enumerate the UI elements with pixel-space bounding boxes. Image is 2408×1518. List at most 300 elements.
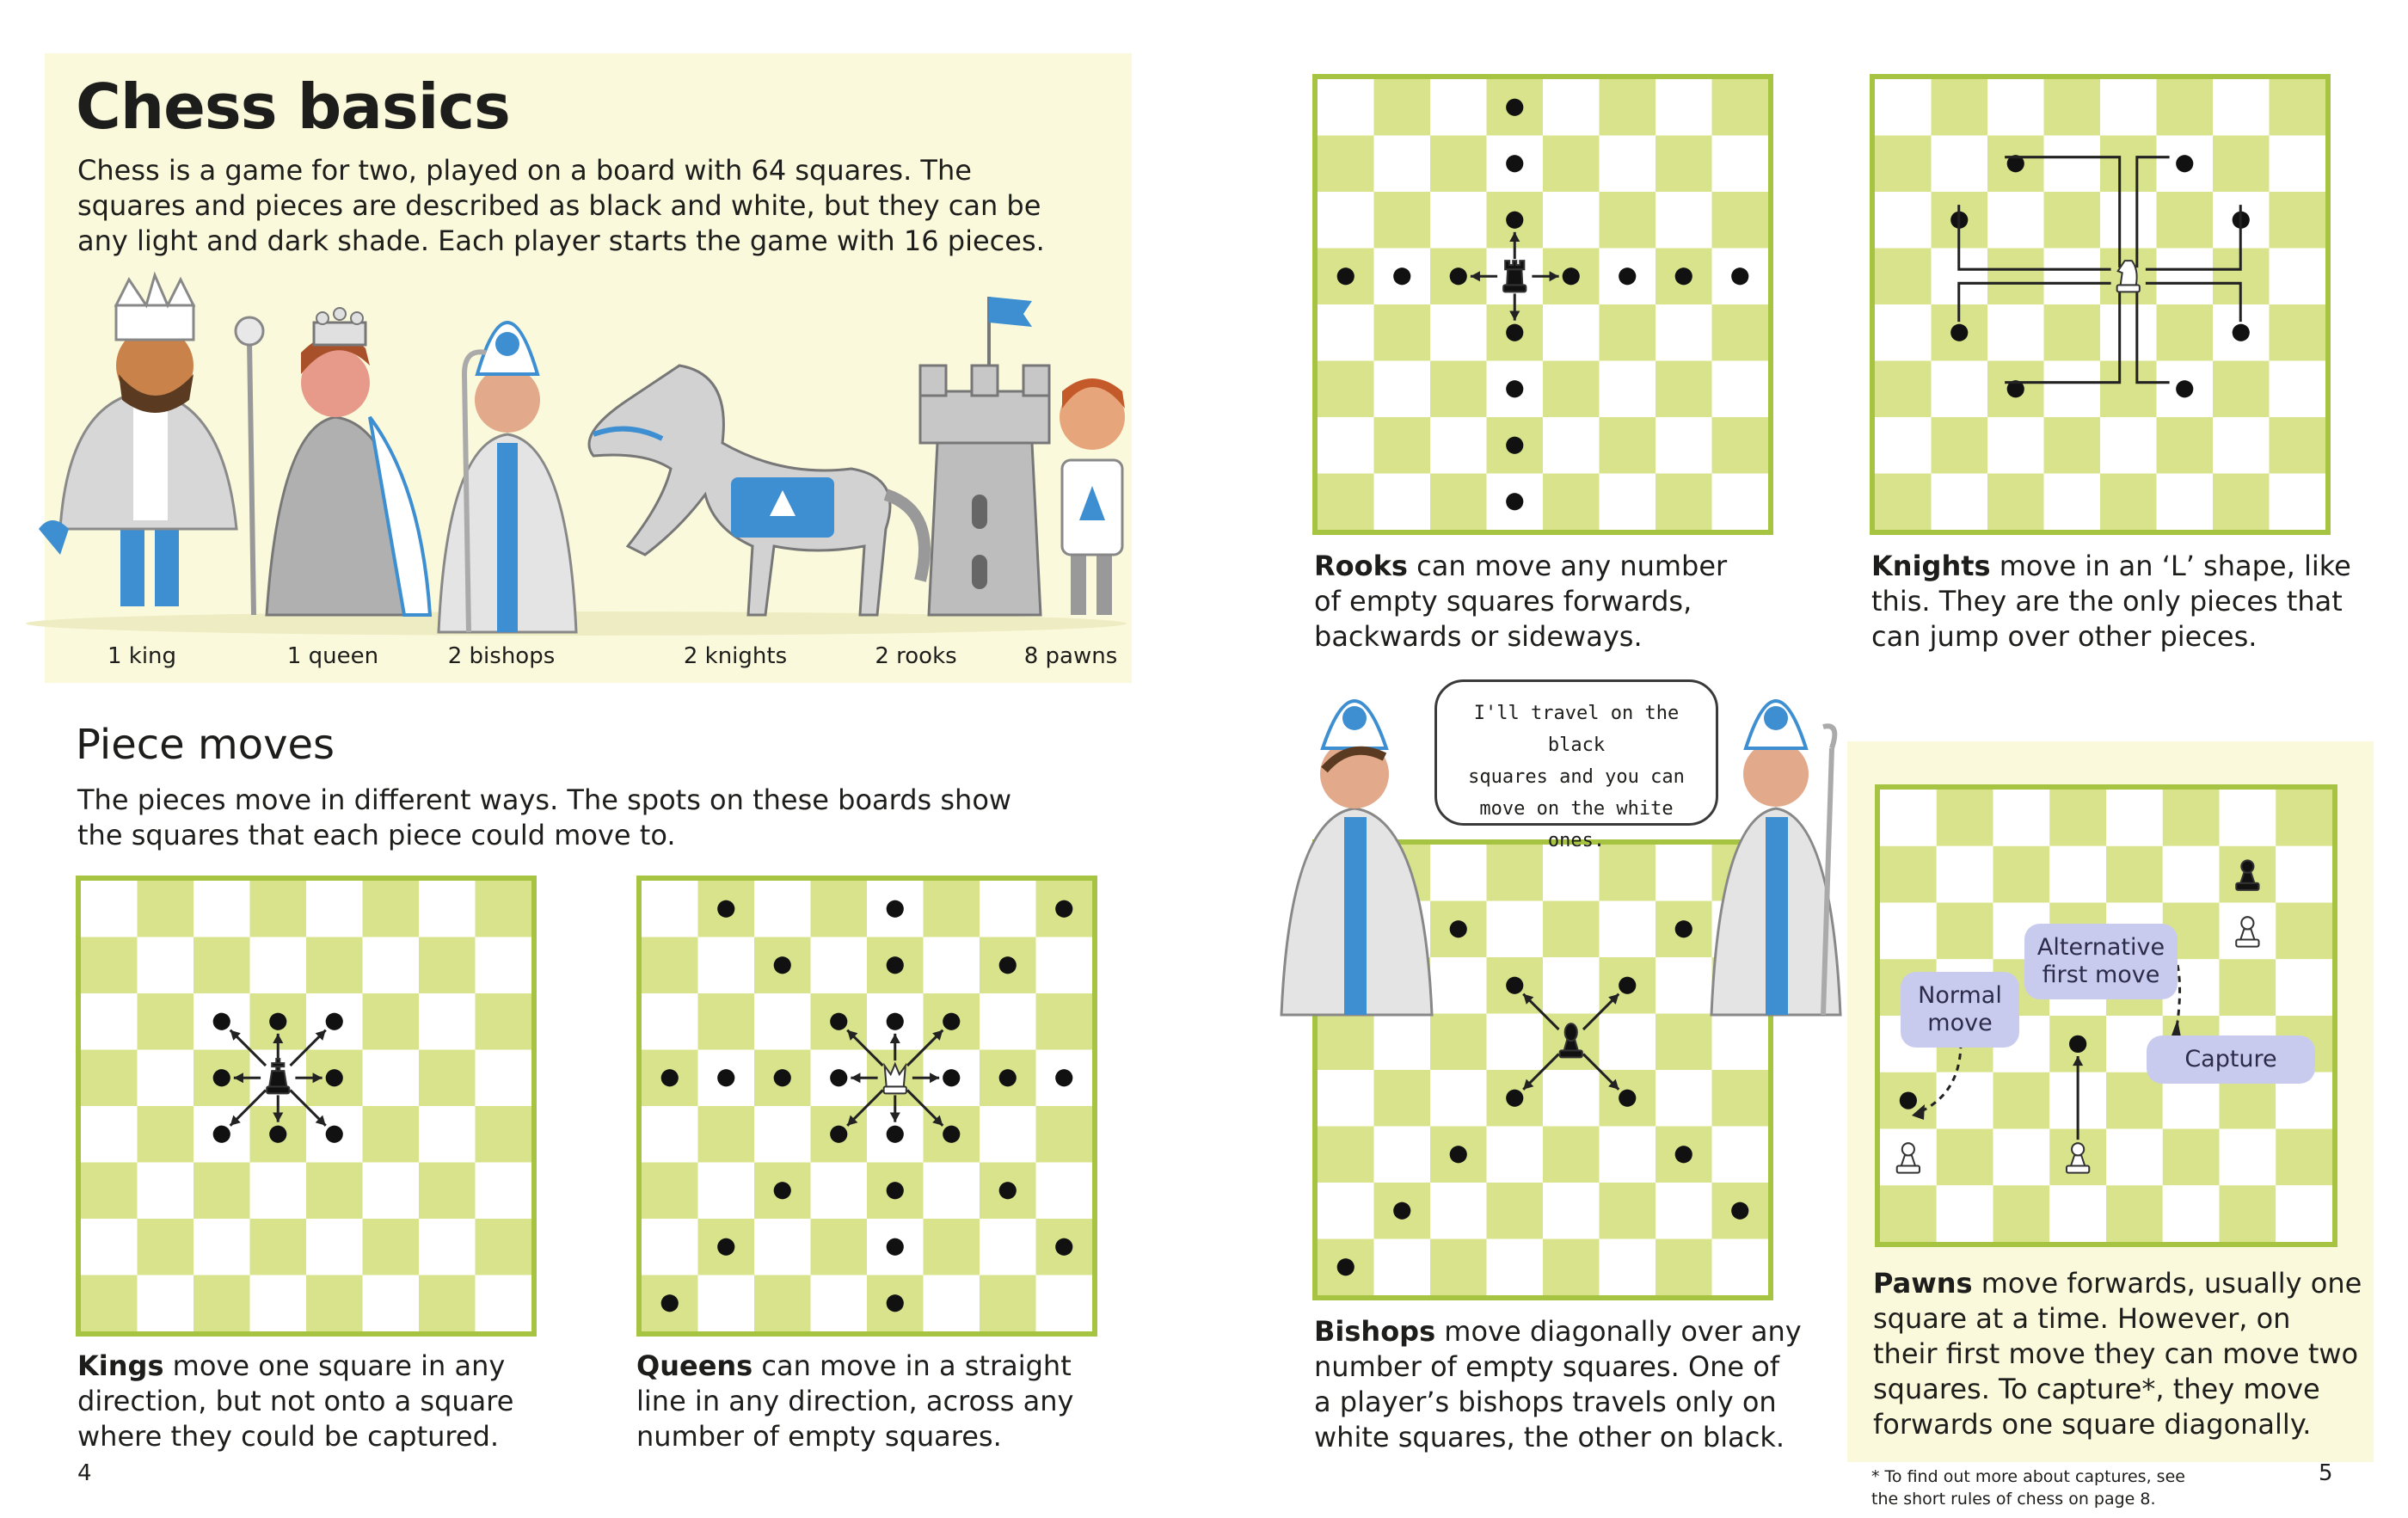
board-square [2044,192,2101,249]
speech-line: I'll travel on the black [1473,703,1680,756]
move-spot [774,1182,791,1199]
caption-text: number of empty squares. [636,1420,1002,1453]
board-square [419,1050,476,1107]
board-square [698,1163,755,1220]
board-square [1875,249,1932,305]
caption-text: where they could be captured. [77,1420,500,1453]
board-square [81,937,138,994]
caption-bold-word: Kings [77,1349,164,1382]
board-square [363,1275,420,1332]
board-square [250,1163,307,1220]
move-spot [2176,155,2193,172]
piece-count-label: 8 pawns [1023,643,1118,669]
board-square [2270,192,2326,249]
board-square [1932,79,1988,136]
board-square [1712,474,1769,531]
board-square [250,1219,307,1275]
board-square [2100,361,2157,418]
board-square [2044,417,2101,474]
footnote-line: * To find out more about captures, see [1871,1467,2185,1486]
rook-piece-icon [1503,261,1526,292]
knight-moves-board [1870,74,2331,535]
board-square [1487,1183,1544,1239]
move-spot [1619,1090,1636,1107]
board-square [2100,136,2157,193]
board-square [476,881,532,937]
board-square [194,937,250,994]
intro-text [77,153,1109,259]
move-spot [830,1069,847,1086]
caption-text: forwards one square diagonally. [1873,1408,2312,1441]
caption-text: squares. To capture*, they move [1873,1373,2320,1405]
board-square [754,993,811,1050]
board-square [2270,361,2326,418]
caption-bold-word: Queens [636,1349,753,1382]
caption-text: backwards or sideways. [1314,620,1643,653]
move-spot [661,1294,679,1312]
board-square [1430,304,1487,361]
move-spot [213,1069,230,1086]
board-square [419,1163,476,1220]
board-square [1430,136,1487,193]
piece-count-label: 2 bishops [447,643,556,669]
bishop-speech-bubble [1434,679,1718,851]
page-title: Chess basics [76,71,510,143]
board-square [419,1275,476,1332]
board-square [754,1275,811,1332]
move-spot [1337,267,1354,285]
rook-caption [1314,549,1830,655]
board-square [1987,79,2044,136]
board-square [698,993,755,1050]
board-square [363,993,420,1050]
board-square [1430,1070,1487,1127]
board-square [1543,1127,1600,1183]
rook-icon [920,297,1049,615]
move-spot [887,956,904,974]
move-spot [1337,1258,1354,1275]
intro-line: any light and dark shade. Each player starts the game with 16 pieces. [77,224,1045,257]
move-spot [1506,437,1523,454]
caption-text: a player’s bishops travels only on [1314,1386,1777,1418]
move-spot [1950,324,1968,341]
tag-line: Alternative [2036,934,2165,961]
board-square [81,1163,138,1220]
board-square [1374,79,1431,136]
tag-line: move [1927,1010,1993,1036]
move-spot [999,956,1017,974]
move-spot [943,1126,960,1143]
board-square [2270,304,2326,361]
board-square [1600,1127,1656,1183]
board-square [642,1163,698,1220]
board-square [2044,79,2101,136]
board-square [2044,474,2101,531]
board-square [811,1275,868,1332]
caption-bold-word: Rooks [1314,550,1408,582]
board-square [2044,136,2101,193]
move-spot [326,1069,343,1086]
board-square [138,993,194,1050]
alternative-first-move-tag [2024,924,2178,999]
board-square [2100,79,2157,136]
board-square [476,1050,532,1107]
board-square [980,1275,1036,1332]
section-intro [77,783,1109,853]
board-square [1600,474,1656,531]
speech-line: squares and you can [1468,766,1685,788]
section-intro-line: The pieces move in different ways. The spots on these boards show [77,784,1012,816]
caption-text: number of empty squares. One of [1314,1350,1780,1383]
board-square [2100,417,2157,474]
board-square [1430,1183,1487,1239]
move-spot [1506,1090,1523,1107]
board-square [1656,79,1712,136]
caption-text: of empty squares forwards, [1314,585,1692,618]
board-square [754,1106,811,1163]
board-square [1430,79,1487,136]
move-spot [943,1069,960,1086]
board-square [419,1106,476,1163]
board-square [1036,937,1093,994]
board-square [194,881,250,937]
move-spot [1731,267,1748,285]
board-square [1656,361,1712,418]
queen-piece-icon [884,1064,906,1093]
board-square [1318,361,1374,418]
board-square [1875,192,1932,249]
board-square [811,1219,868,1275]
board-square [138,1163,194,1220]
capture-tag [2147,1036,2315,1084]
board-square [1987,474,2044,531]
board-square [363,937,420,994]
caption-text: white squares, the other on black. [1314,1421,1785,1453]
queen-moves-board [636,876,1097,1337]
piece-count-label: 2 knights [683,643,788,669]
footnote [1871,1466,2319,1510]
chessboard [1875,79,2325,530]
board-square [1600,79,1656,136]
board-square [2100,192,2157,249]
move-spot [943,1013,960,1030]
board-square [1987,417,2044,474]
board-square [81,1050,138,1107]
move-spot [2233,324,2250,341]
board-square [363,1163,420,1220]
board-square [2213,79,2270,136]
board-square [1932,474,1988,531]
board-square [2044,361,2101,418]
board-square [2270,474,2326,531]
section-intro-line: the squares that each piece could move to. [77,819,676,851]
board-square [642,993,698,1050]
board-square [2270,79,2326,136]
board-square [1712,136,1769,193]
board-square [1875,474,1932,531]
board-square [306,881,363,937]
board-square [81,993,138,1050]
board-square [1487,1239,1544,1296]
board-square [2270,417,2326,474]
piece-count-label: 2 rooks [875,643,957,669]
board-square [980,1106,1036,1163]
board-square [811,937,868,994]
board-square [1543,361,1600,418]
move-spot [213,1013,230,1030]
board-square [1712,1239,1769,1296]
move-spot [2176,380,2193,397]
speech-line: move on the white ones. [1479,798,1674,851]
caption-text: square at a time. However, on [1873,1302,2291,1335]
board-square [1656,1239,1712,1296]
board-square [980,1219,1036,1275]
move-spot [1506,155,1523,172]
king-caption [77,1349,559,1454]
queen-icon [267,308,430,615]
board-square [306,937,363,994]
caption-text: can move in a straight [752,1349,1072,1382]
board-square [1374,474,1431,531]
board-square [2157,474,2214,531]
board-square [138,1275,194,1332]
move-spot [830,1013,847,1030]
board-square [1374,136,1431,193]
board-square [924,881,980,937]
board-square [476,1219,532,1275]
caption-text: move in an ‘L’ shape, like [1990,550,2351,582]
normal-move-tag [1901,972,2019,1048]
move-spot [1393,267,1410,285]
board-square [1318,79,1374,136]
board-square [1600,136,1656,193]
bishop-caption [1314,1314,1864,1455]
board-square [476,1275,532,1332]
move-spot [1506,493,1523,510]
board-square [1600,1239,1656,1296]
move-spot [1731,1202,1748,1220]
move-spot [661,1069,679,1086]
caption-bold-word: Pawns [1873,1267,1973,1300]
board-square [2213,136,2270,193]
pawn-icon [1060,378,1125,615]
board-square [138,1050,194,1107]
knight-icon [589,366,924,615]
board-square [1430,1239,1487,1296]
board-square [1875,79,1932,136]
board-square [419,1219,476,1275]
board-square [2044,304,2101,361]
piece-count-label: 1 king [107,643,177,669]
board-square [1036,993,1093,1050]
board-square [754,881,811,937]
page-number-right: 5 [2319,1460,2333,1486]
move-spot [1619,267,1636,285]
board-square [754,1219,811,1275]
board-square [1543,304,1600,361]
rook-moves-board [1312,74,1773,535]
board-square [1318,1127,1374,1183]
board-square [698,937,755,994]
king-moves-board [76,876,537,1337]
board-square [1600,417,1656,474]
board-square [81,1106,138,1163]
left-bishop-icon [1281,701,1432,1015]
board-square [811,881,868,937]
caption-text: move forwards, usually one [1972,1267,2362,1300]
chessboard [1318,79,1768,530]
caption-text: move one square in any [163,1349,506,1382]
board-square [194,1275,250,1332]
board-square [1318,192,1374,249]
board-square [363,881,420,937]
page-number-left: 4 [77,1460,92,1486]
caption-bold-word: Knights [1871,550,1991,582]
move-spot [1506,99,1523,116]
board-square [1656,474,1712,531]
board-square [2100,304,2157,361]
board-square [642,1106,698,1163]
move-spot [1450,267,1467,285]
move-spot [1506,380,1523,397]
knight-caption [1871,549,2387,655]
board-square [250,881,307,937]
board-square [1543,136,1600,193]
board-square [1374,361,1431,418]
board-square [194,1219,250,1275]
king-icon [39,275,263,615]
board-square [1318,136,1374,193]
board-square [138,1219,194,1275]
board-square [1430,361,1487,418]
move-spot [213,1126,230,1143]
bishop-icon [439,323,576,632]
move-spot [1506,212,1523,229]
board-square [1374,1070,1431,1127]
footnote-line: the short rules of chess on page 8. [1871,1490,2156,1509]
board-square [698,1275,755,1332]
board-square [250,937,307,994]
board-square [363,1050,420,1107]
caption-text: move diagonally over any [1435,1315,1802,1348]
board-square [2157,192,2214,249]
board-square [476,1106,532,1163]
caption-text: this. They are the only pieces that [1871,585,2343,618]
board-square [811,1163,868,1220]
caption-text: their first move they can move two [1873,1337,2359,1370]
board-square [1430,192,1487,249]
move-spot [1450,1146,1467,1163]
board-square [1656,192,1712,249]
board-square [1543,1070,1600,1127]
board-square [1600,361,1656,418]
move-spot [1563,267,1580,285]
pawn-caption [1873,1266,2380,1442]
board-square [1318,474,1374,531]
board-square [1374,417,1431,474]
board-square [2100,474,2157,531]
board-square [698,1106,755,1163]
board-square [924,1163,980,1220]
board-square [363,1219,420,1275]
move-spot [326,1013,343,1030]
board-square [1318,417,1374,474]
board-square [1656,136,1712,193]
board-square [1543,417,1600,474]
board-square [2157,304,2214,361]
move-spot [887,1238,904,1256]
board-square [1430,474,1487,531]
caption-text: line in any direction, across any [636,1385,1074,1417]
chessboard [642,881,1092,1331]
board-square [2157,249,2214,305]
move-spot [774,956,791,974]
board-square [2157,417,2214,474]
board-square [194,1163,250,1220]
board-square [1712,1127,1769,1183]
move-spot [717,1238,734,1256]
move-spot [269,1126,286,1143]
board-square [642,937,698,994]
board-square [2270,249,2326,305]
section-title: Piece moves [76,721,335,769]
move-spot [887,1294,904,1312]
move-spot [717,900,734,918]
piece-characters-illustration [26,271,1135,641]
board-square [1036,1106,1093,1163]
board-square [642,1219,698,1275]
board-square [1656,417,1712,474]
caption-text: can move any number [1407,550,1728,582]
board-square [1875,304,1932,361]
board-square [1932,417,1988,474]
board-square [642,881,698,937]
move-spot [887,1013,904,1030]
move-spot [1055,1238,1072,1256]
board-square [1712,361,1769,418]
board-square [1712,79,1769,136]
board-square [1543,192,1600,249]
board-square [419,937,476,994]
right-bishop-icon [1711,701,1840,1015]
board-square [1543,474,1600,531]
move-spot [1506,324,1523,341]
chessboard [81,881,531,1331]
board-square [2213,474,2270,531]
board-square [1875,136,1932,193]
board-square [1712,304,1769,361]
board-square [81,1219,138,1275]
board-square [2044,249,2101,305]
board-square [419,881,476,937]
board-square [2213,417,2270,474]
tag-line: Capture [2184,1046,2277,1072]
board-square [2213,361,2270,418]
board-square [1656,1070,1712,1127]
board-square [1600,304,1656,361]
board-square [306,1163,363,1220]
intro-line: Chess is a game for two, played on a board with 64 squares. The [77,154,972,187]
move-spot [1675,1146,1692,1163]
move-spot [269,1013,286,1030]
move-spot [1675,267,1692,285]
board-square [476,993,532,1050]
board-square [1712,417,1769,474]
board-square [81,1275,138,1332]
board-square [1932,361,1988,418]
board-square [1543,79,1600,136]
board-square [1600,192,1656,249]
